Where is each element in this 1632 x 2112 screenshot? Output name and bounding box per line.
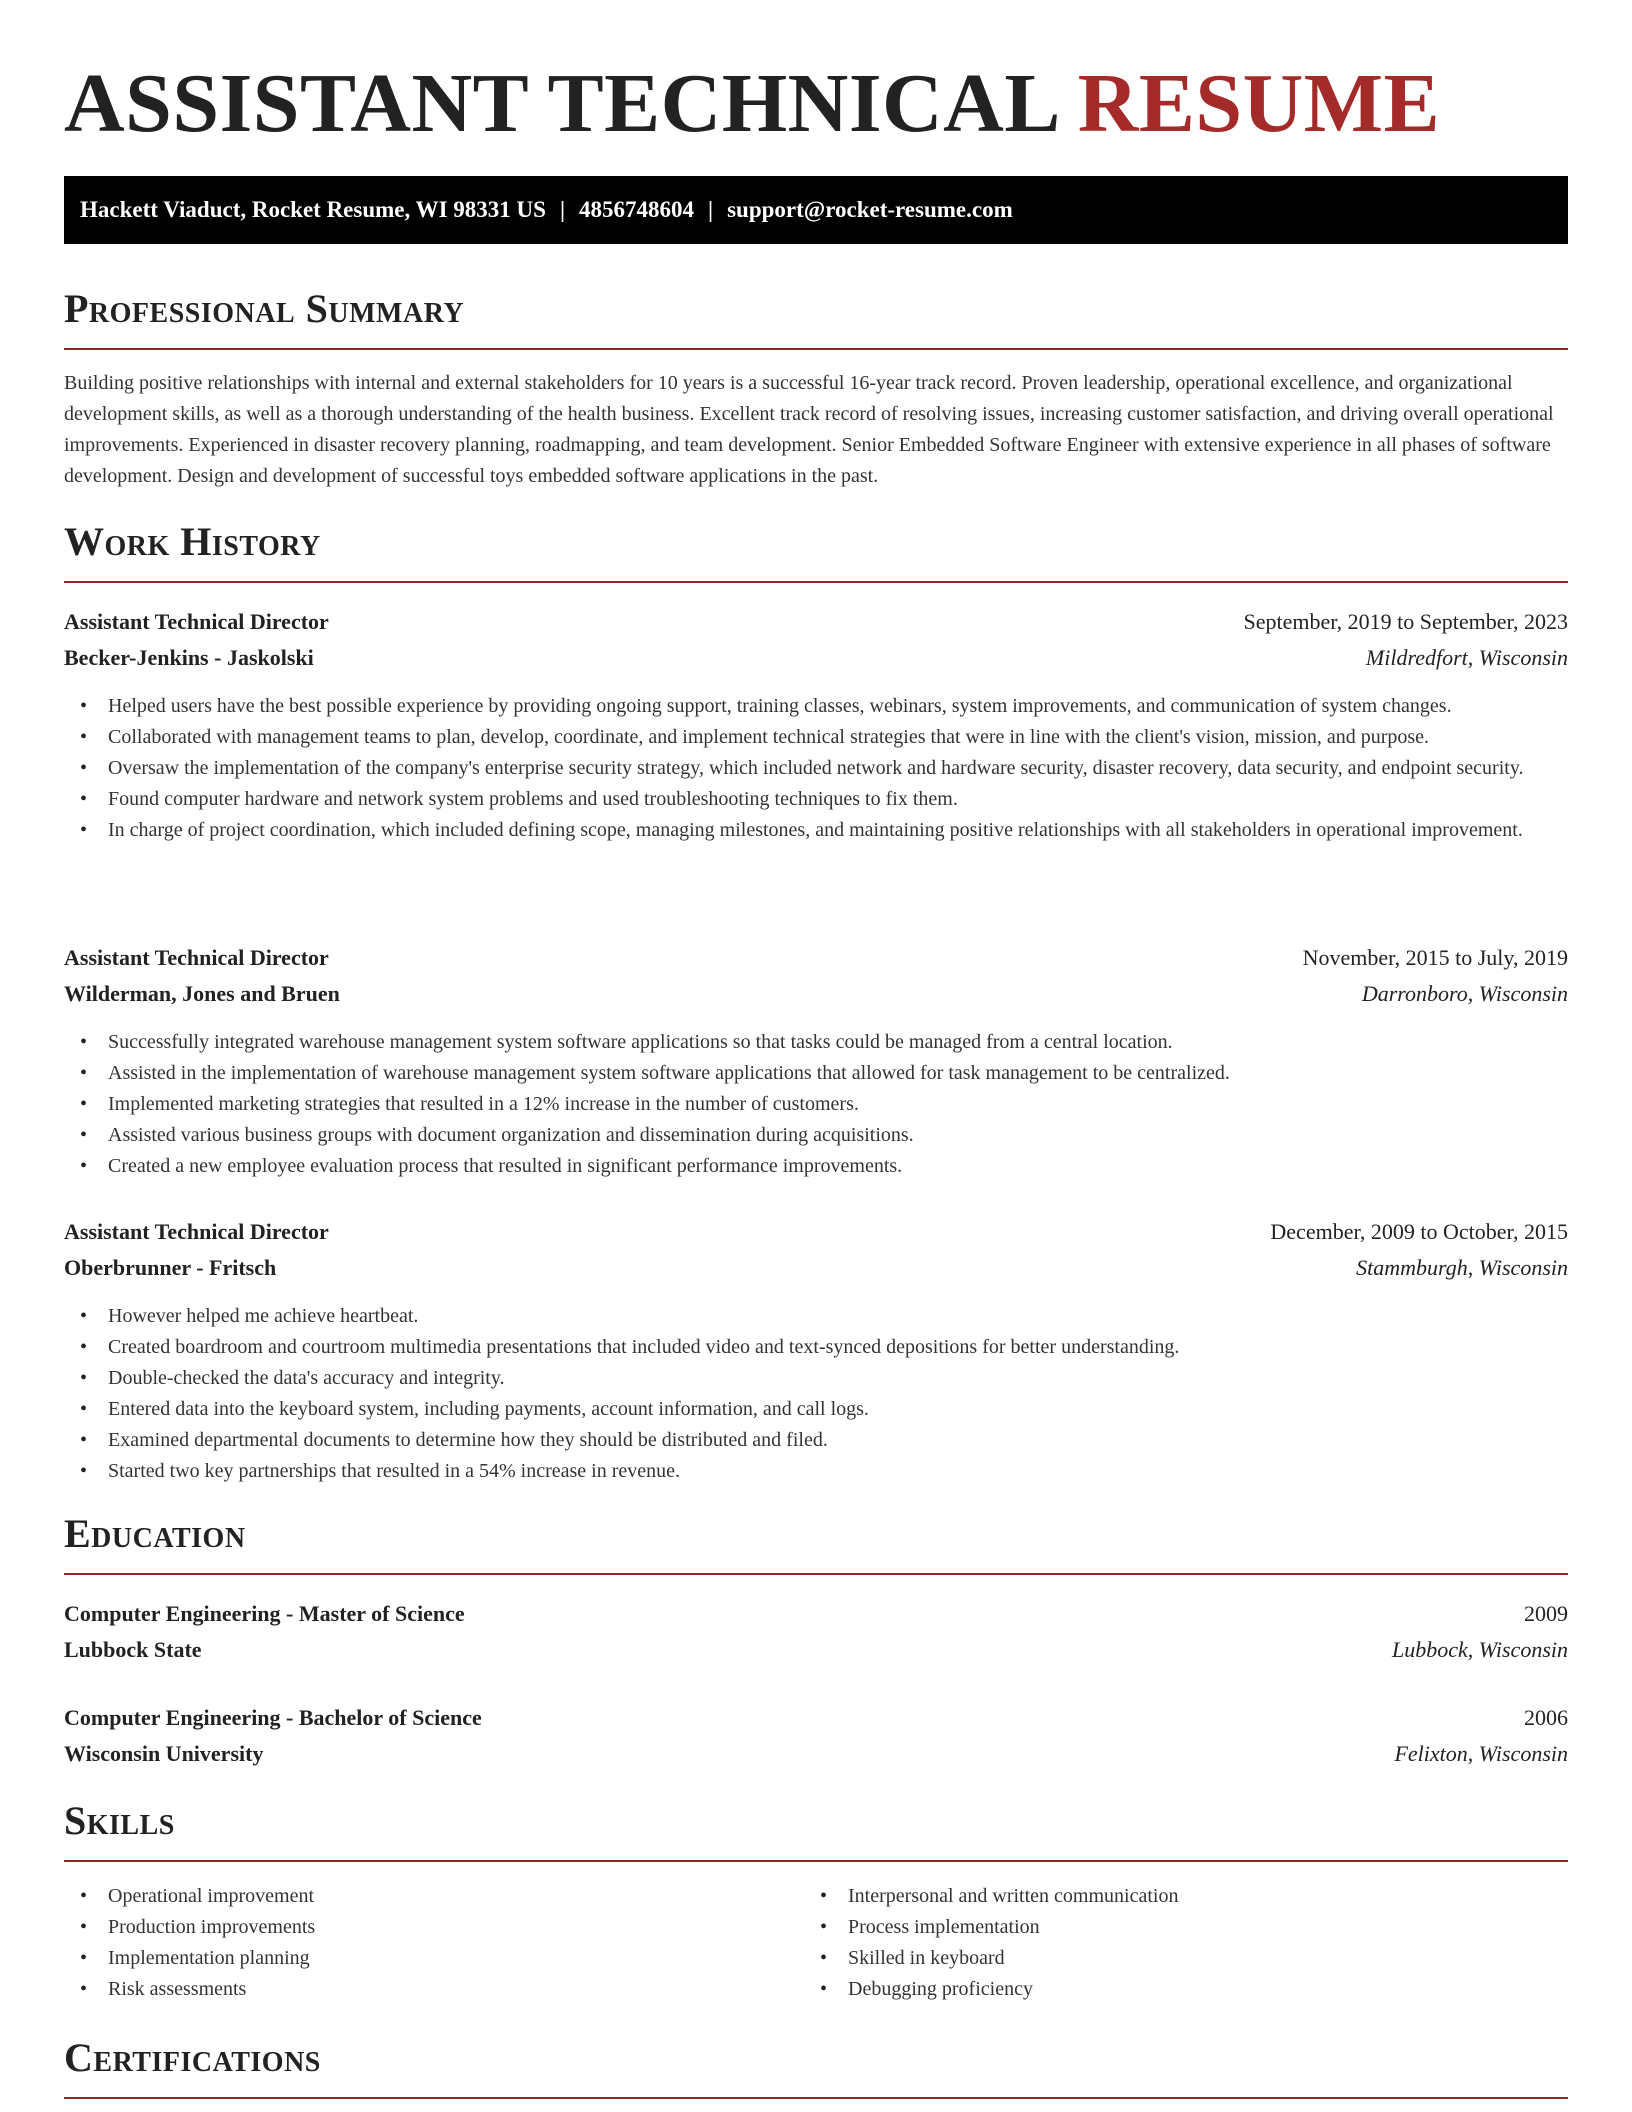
education-school-row <box>64 1736 1568 1772</box>
list-item: • Examined departmental documents to determine how they should be distributed and filed. <box>64 1425 1568 1456</box>
education-degree-row <box>64 1700 1568 1736</box>
job-location: Mildredfort, Wisconsin <box>1365 645 1568 670</box>
list-item: • Created boardroom and courtroom multimedia presentations that included video and text-synced depositions for better understanding. <box>64 1332 1568 1363</box>
certifications-section-heading <box>64 2033 1568 2099</box>
list-item: • Operational improvement <box>64 1881 804 1912</box>
list-item: • Assisted in the implementation of warehouse management system software applications that allowed for task management to be centralized. <box>64 1058 1568 1089</box>
contact-email[interactable]: support@rocket-resume.com <box>727 197 1013 222</box>
contact-bar <box>64 176 1568 244</box>
list-item: • Created a new employee evaluation process that resulted in significant performance improvements. <box>64 1151 1568 1182</box>
education-year: 2006 <box>1524 1705 1568 1730</box>
education-location: Felixton, Wisconsin <box>1394 1741 1568 1766</box>
skills-list-left <box>64 1881 804 2005</box>
certifications-heading: Certifications <box>64 2035 321 2080</box>
list-item: • Risk assessments <box>64 1974 804 2005</box>
job-location: Darronboro, Wisconsin <box>1361 981 1568 1006</box>
job-company: Wilderman, Jones and Bruen <box>64 981 340 1006</box>
work-section-heading <box>64 517 1568 583</box>
title-main: ASSISTANT TECHNICAL <box>64 57 1057 150</box>
list-item: • Process implementation <box>804 1912 1544 1943</box>
list-item: • Found computer hardware and network system problems and used troubleshooting techniques to fix them. <box>64 784 1568 815</box>
job-title-row <box>64 940 1568 976</box>
resume-title <box>64 54 1440 154</box>
job-company-row <box>64 976 1568 1012</box>
list-item: • Helped users have the best possible experience by providing ongoing support, training classes, webinars, system improvements, and communication of system changes. <box>64 691 1568 722</box>
job-dates: December, 2009 to October, 2015 <box>1270 1219 1568 1244</box>
job-dates: September, 2019 to September, 2023 <box>1243 609 1568 634</box>
list-item: • Oversaw the implementation of the company's enterprise security strategy, which included network and hardware security, disaster recovery, data security, and endpoint security. <box>64 753 1568 784</box>
education-degree: Computer Engineering - Bachelor of Science <box>64 1705 482 1730</box>
job-title-row <box>64 1214 1568 1250</box>
list-item: • Production improvements <box>64 1912 804 1943</box>
list-item: • Started two key partnerships that resulted in a 54% increase in revenue. <box>64 1456 1568 1487</box>
job-title: Assistant Technical Director <box>64 1219 329 1244</box>
list-item: • Collaborated with management teams to plan, develop, coordinate, and implement technical strategies that were in line with the client's vision, mission, and purpose. <box>64 722 1568 753</box>
education-heading: Education <box>64 1511 246 1556</box>
education-school: Wisconsin University <box>64 1741 264 1766</box>
job-bullets <box>64 1027 1568 1182</box>
job-title: Assistant Technical Director <box>64 945 329 970</box>
skills-heading: Skills <box>64 1798 175 1843</box>
job-title: Assistant Technical Director <box>64 609 329 634</box>
list-item: • However helped me achieve heartbeat. <box>64 1301 1568 1332</box>
contact-separator: | <box>708 197 714 222</box>
skills-list-right <box>804 1881 1544 2005</box>
contact-phone[interactable]: 4856748604 <box>579 197 695 222</box>
list-item: • Successfully integrated warehouse management system software applications so that tasks could be managed from a central location. <box>64 1027 1568 1058</box>
work-heading: Work History <box>64 519 321 564</box>
job-company-row <box>64 1250 1568 1286</box>
contact-address: Hackett Viaduct, Rocket Resume, WI 98331 US <box>80 197 546 222</box>
list-item: • Interpersonal and written communication <box>804 1881 1544 1912</box>
education-location: Lubbock, Wisconsin <box>1392 1637 1568 1662</box>
skills-section-heading <box>64 1796 1568 1862</box>
title-accent: RESUME <box>1077 57 1441 150</box>
education-school: Lubbock State <box>64 1637 202 1662</box>
job-location: Stammburgh, Wisconsin <box>1356 1255 1568 1280</box>
list-item: • Implementation planning <box>64 1943 804 1974</box>
job-bullets <box>64 1301 1568 1487</box>
job-company-row <box>64 640 1568 676</box>
list-item: • Implemented marketing strategies that resulted in a 12% increase in the number of customers. <box>64 1089 1568 1120</box>
job-bullets <box>64 691 1568 846</box>
list-item: • Assisted various business groups with document organization and dissemination during acquisitions. <box>64 1120 1568 1151</box>
list-item: • Entered data into the keyboard system, including payments, account information, and call logs. <box>64 1394 1568 1425</box>
job-company: Becker-Jenkins - Jaskolski <box>64 645 314 670</box>
job-title-row <box>64 604 1568 640</box>
education-school-row <box>64 1632 1568 1668</box>
job-company: Oberbrunner - Fritsch <box>64 1255 277 1280</box>
summary-heading: Professional Summary <box>64 286 465 331</box>
list-item: • In charge of project coordination, which included defining scope, managing milestones, and maintaining positive relationships with all stakeholders in operational improvement. <box>64 815 1568 846</box>
education-degree: Computer Engineering - Master of Science <box>64 1601 465 1626</box>
education-year: 2009 <box>1524 1601 1568 1626</box>
contact-separator: | <box>559 197 566 222</box>
education-degree-row <box>64 1596 1568 1632</box>
list-item: • Debugging proficiency <box>804 1974 1544 2005</box>
list-item: • Skilled in keyboard <box>804 1943 1544 1974</box>
education-section-heading <box>64 1509 1568 1575</box>
summary-section-heading <box>64 284 1568 350</box>
job-dates: November, 2015 to July, 2019 <box>1302 945 1568 970</box>
summary-text: Building positive relationships with internal and external stakeholders for 10 years is a successful 16-year track record. Proven leadership, operational excellence, and organizational development skills, as well as a thorough understanding of the health business. Excellent track record of resolving issues, increasing customer satisfaction, and driving overall operational improvements. Experienced in disaster recovery planning, roadmapping, and team development. Senior Embedded Software Engineer with extensive experience in all phases of software development. Design and development of successful toys embedded software applications in the past. <box>64 372 1554 487</box>
list-item: • Double-checked the data's accuracy and integrity. <box>64 1363 1568 1394</box>
